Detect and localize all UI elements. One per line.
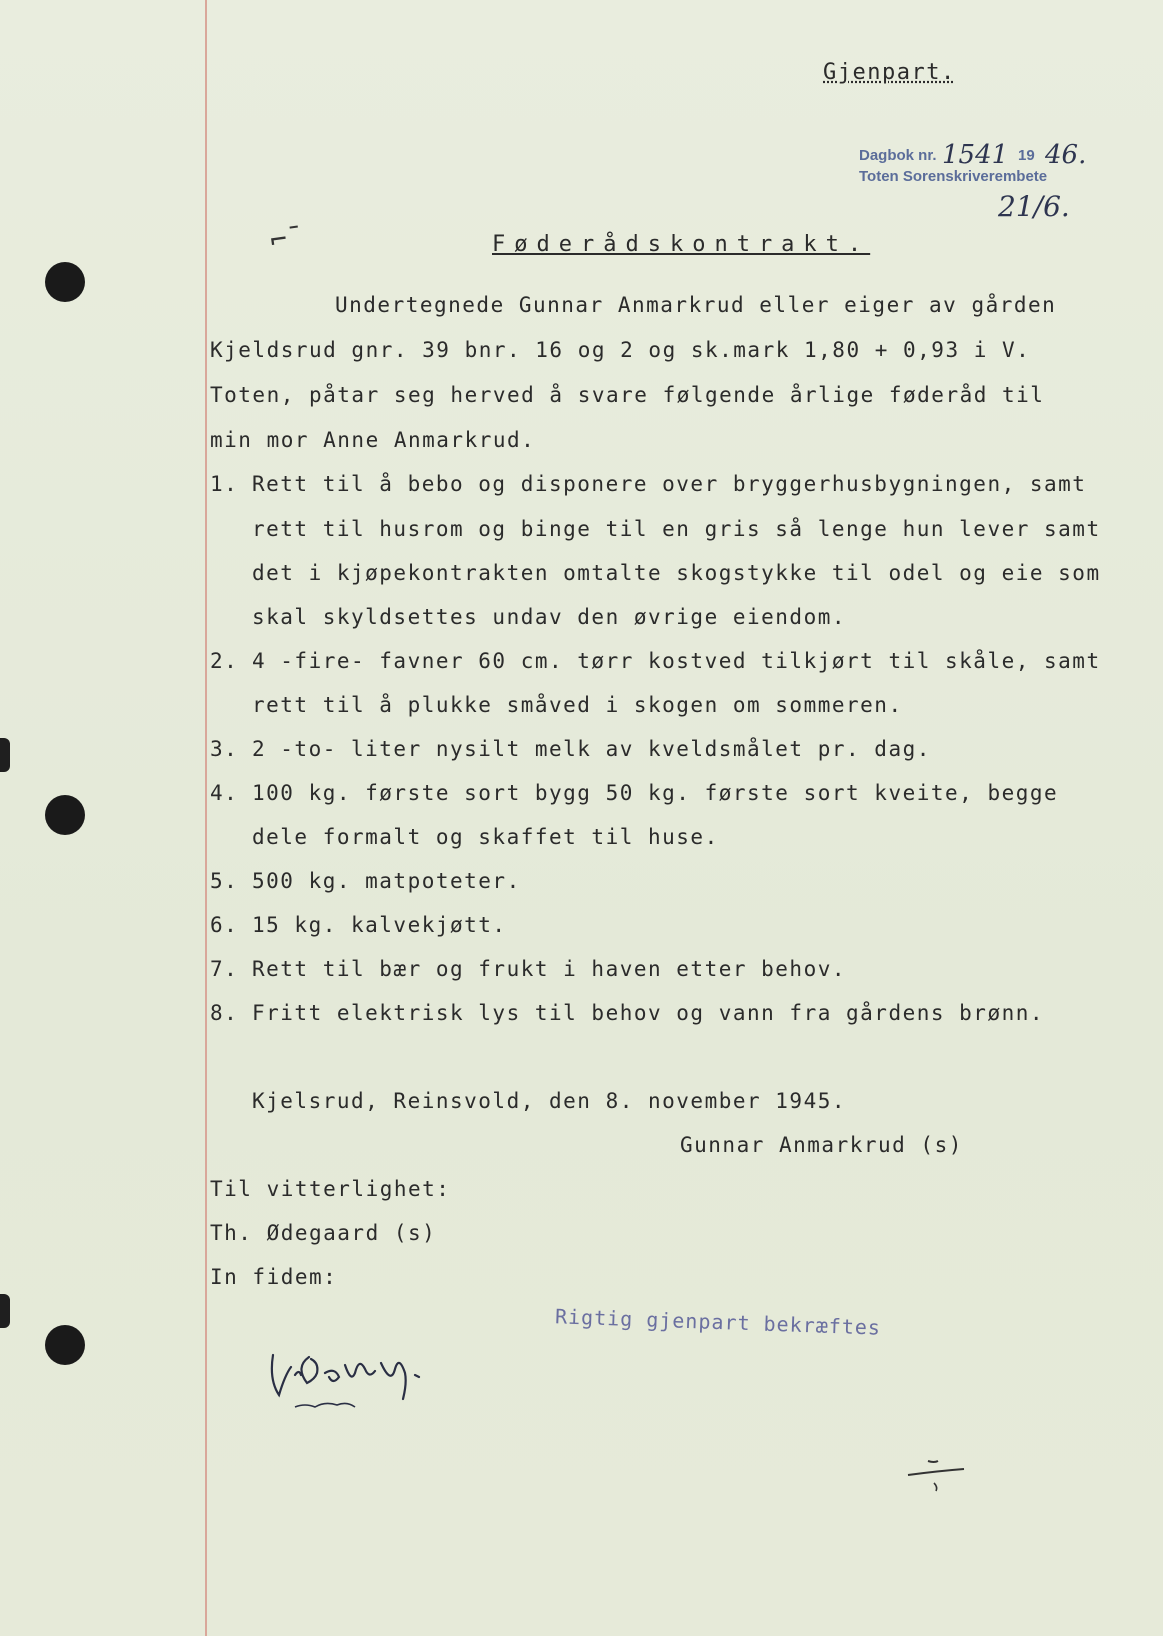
item-line: dele formalt og skaffet til huse. [252,825,719,849]
item-line: rett til å plukke småved i skogen om sommeren. [252,693,903,717]
punch-hole [45,262,85,302]
item-line: 100 kg. første sort bygg 50 kg. første sort kveite, begge [252,781,1059,805]
item-line: rett til husrom og binge til en gris så lenge hun lever samt [252,517,1101,541]
item-number: 4. [210,781,239,805]
item-number: 2. [210,649,239,673]
intro-line: Kjeldsrud gnr. 39 bnr. 16 og 2 og sk.mark 1,80 + 0,93 i V. [210,338,1031,362]
witness-label: Til vitterlighet: [210,1177,451,1201]
journal-stamp-line2: Toten Sorenskriverembete [859,168,1048,185]
document-title: Føderådskontrakt. [492,232,871,257]
item-number: 3. [210,737,239,761]
punch-hole [45,1325,85,1365]
item-number: 8. [210,1001,239,1025]
witness-name: Th. Ødegaard (s) [210,1221,437,1245]
verification-stamp: Rigtig gjenpart bekræftes [554,1304,882,1340]
intro-line: Toten, påtar seg herved å svare følgende årlige føderåd til [210,383,1045,407]
journal-date: 21/6. [998,190,1070,223]
journal-number: 1541 [942,140,1009,170]
item-line: det i kjøpekontrakten omtalte skogstykke til odel og eie som [252,561,1101,585]
intro-line: Undertegnede Gunnar Anmarkrud eller eiger av gården [335,293,1057,317]
journal-stamp-line1: Dagbok nr. [859,147,937,164]
fidem-label: In fidem: [210,1265,338,1289]
signer-name: Gunnar Anmarkrud (s) [680,1133,963,1157]
edge-mark [0,738,10,772]
item-line: 2 -to- liter nysilt melk av kveldsmålet pr. dag. [252,737,931,761]
item-line: Fritt elektrisk lys til behov og vann fra gårdens brønn. [252,1001,1045,1025]
edge-mark [0,1294,10,1328]
closing-dash-mark [900,1455,980,1495]
item-line: Rett til å bebo og disponere over bryggerhusbygningen, samt [252,472,1087,496]
intro-line: min mor Anne Anmarkrud. [210,428,536,452]
handwritten-signature [265,1335,445,1425]
item-line: 4 -fire- favner 60 cm. tørr kostved tilkjørt til skåle, samt [252,649,1101,673]
item-line: skal skyldsettes undav den øvrige eiendom. [252,605,847,629]
item-line: Rett til bær og frukt i haven etter behov. [252,957,847,981]
margin-line [205,0,207,1636]
journal-year-prefix: 19 [1018,147,1035,164]
copy-label: Gjenpart. [823,60,956,85]
item-number: 5. [210,869,239,893]
item-line: 500 kg. matpoteter. [252,869,521,893]
pen-mark: ⌐ˉ [267,219,306,258]
item-number: 7. [210,957,239,981]
item-line: 15 kg. kalvekjøtt. [252,913,507,937]
journal-year: 46. [1045,140,1087,170]
punch-hole [45,795,85,835]
place-date: Kjelsrud, Reinsvold, den 8. november 1945. [252,1089,847,1113]
item-number: 1. [210,472,239,496]
item-number: 6. [210,913,239,937]
